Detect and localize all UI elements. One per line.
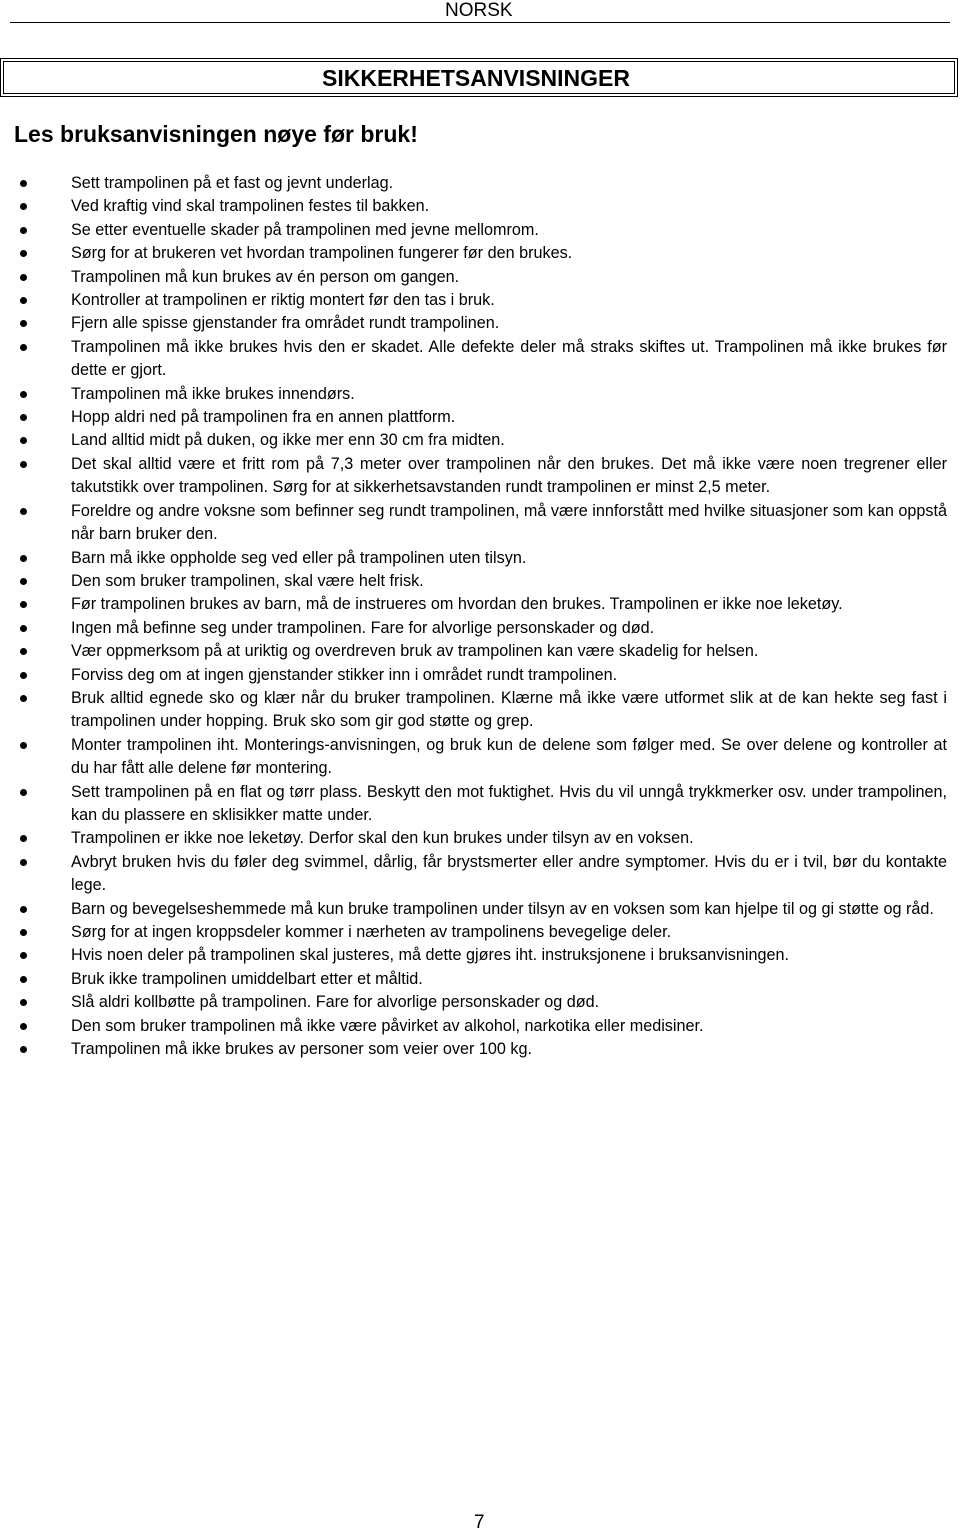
bullet-icon (20, 742, 27, 749)
list-item (14, 944, 947, 967)
list-item-text: Kontroller at trampolinen er riktig montert før den tas i bruk. (71, 291, 495, 310)
list-item-text: Den som bruker trampolinen, skal være helt frisk. (71, 571, 424, 590)
bullet-icon (20, 929, 27, 936)
header-divider (10, 22, 950, 23)
list-item-text: Trampolinen er ikke noe leketøy. Derfor skal den kun brukes under tilsyn av en voksen. (71, 829, 694, 848)
list-item (14, 781, 947, 828)
bullet-icon (20, 297, 27, 304)
list-item-text: Bruk ikke trampolinen umiddelbart etter et måltid. (71, 969, 423, 988)
list-item (14, 687, 947, 734)
bullet-icon (20, 180, 27, 187)
list-item (14, 851, 947, 898)
list-item-text: Forviss deg om at ingen gjenstander stikker inn i området rundt trampolinen. (71, 665, 618, 684)
bullet-icon (20, 437, 27, 444)
bullet-icon (20, 1023, 27, 1030)
list-item (14, 453, 947, 500)
list-item-text: Vær oppmerksom på at uriktig og overdreven bruk av trampolinen kan være skadelig for helsen. (71, 642, 759, 661)
list-item (14, 640, 947, 663)
list-item (14, 336, 947, 383)
list-item (14, 968, 947, 991)
list-item-text: Sørg for at brukeren vet hvordan trampolinen fungerer før den brukes. (71, 244, 573, 263)
safety-rules-list (14, 172, 947, 1061)
list-item-text: Før trampolinen brukes av barn, må de instrueres om hvordan den brukes. Trampolinen er ikke noe leketøy. (71, 595, 843, 614)
list-item-text: Det skal alltid være et fritt rom på 7,3 meter over trampolinen når den brukes. Det må ikke være noen tregrener eller takutstikk over trampolinen. Sørg for at sikkerhetsavstanden rundt trampolinen er minst 2,5 meter. (71, 454, 947, 497)
list-item-text: Ved kraftig vind skal trampolinen festes til bakken. (71, 197, 430, 216)
bullet-icon (20, 555, 27, 562)
bullet-icon (20, 414, 27, 421)
list-item-text: Sørg for at ingen kroppsdeler kommer i nærheten av trampolinens bevegelige deler. (71, 923, 672, 941)
bullet-icon (20, 859, 27, 866)
list-item-text: Foreldre og andre voksne som befinner seg rundt trampolinen, må være innforstått med hvilke situasjoner som kan oppstå når barn bruker den. (71, 501, 947, 544)
bullet-icon (20, 835, 27, 842)
bullet-icon (20, 672, 27, 679)
bullet-icon (20, 227, 27, 234)
list-item (14, 570, 947, 593)
bullet-icon (20, 952, 27, 959)
bullet-icon (20, 648, 27, 655)
list-item (14, 289, 947, 312)
list-item-text: Fjern alle spisse gjenstander fra området rundt trampolinen. (71, 314, 500, 333)
list-item (14, 312, 947, 335)
list-item-text: Hvis noen deler på trampolinen skal justeres, må dette gjøres iht. instruksjonene i bruksanvisningen. (71, 946, 790, 965)
list-item (14, 500, 947, 547)
bullet-icon (20, 274, 27, 281)
bullet-icon (20, 976, 27, 983)
section-title: SIKKERHETSANVISNINGER (322, 65, 630, 91)
list-item (14, 921, 947, 944)
list-item-text: Land alltid midt på duken, og ikke mer enn 30 cm fra midten. (71, 431, 505, 450)
list-item (14, 383, 947, 406)
list-item-text: Monter trampolinen iht. Monterings-anvisningen, og bruk kun de delene som følger med. Se over delene og kontroller at du har fått alle delene før montering. (71, 735, 947, 778)
list-item-text: Hopp aldri ned på trampolinen fra en annen plattform. (71, 408, 456, 427)
bullet-icon (20, 625, 27, 632)
bullet-icon (20, 320, 27, 327)
bullet-icon (20, 391, 27, 398)
list-item (14, 266, 947, 289)
bullet-icon (20, 906, 27, 913)
bullet-icon (20, 250, 27, 257)
list-item (14, 1038, 947, 1061)
bullet-icon (20, 999, 27, 1006)
header-language-label: NORSK (445, 0, 513, 21)
intro-heading: Les bruksanvisningen nøye før bruk! (14, 121, 418, 147)
bullet-icon (20, 789, 27, 796)
list-item (14, 172, 947, 195)
bullet-icon (20, 578, 27, 585)
bullet-icon (20, 695, 27, 702)
bullet-icon (20, 508, 27, 515)
list-item (14, 664, 947, 687)
list-item-text: Barn og bevegelseshemmede må kun bruke trampolinen under tilsyn av en voksen som kan hjelpe til og gi støtte og råd. (71, 899, 934, 918)
bullet-icon (20, 1046, 27, 1053)
list-item (14, 991, 947, 1014)
bullet-icon (20, 601, 27, 608)
list-item (14, 406, 947, 429)
list-item-text: Avbryt bruken hvis du føler deg svimmel, dårlig, får brystsmerter eller andre symptomer. Hvis du er i tvil, bør du kontakte lege. (71, 852, 947, 895)
list-item (14, 219, 947, 242)
list-item (14, 827, 947, 850)
bullet-icon (20, 461, 27, 468)
list-item-text: Den som bruker trampolinen må ikke være påvirket av alkohol, narkotika eller medisiner. (71, 1016, 704, 1035)
page-number: 7 (474, 1512, 485, 1533)
list-item-text: Trampolinen må ikke brukes hvis den er skadet. Alle defekte deler må straks skiftes ut. Trampolinen må ikke brukes før dette er gjort. (71, 337, 947, 380)
list-item-text: Barn må ikke oppholde seg ved eller på trampolinen uten tilsyn. (71, 548, 527, 567)
section-title-box (3, 61, 955, 94)
list-item (14, 242, 947, 265)
list-item-text: Trampolinen må ikke brukes innendørs. (71, 384, 355, 403)
list-item (14, 195, 947, 218)
list-item-text: Sett trampolinen på et fast og jevnt underlag. (71, 174, 394, 192)
bullet-icon (20, 344, 27, 351)
bullet-icon (20, 203, 27, 210)
list-item (14, 898, 947, 921)
list-item (14, 429, 947, 452)
list-item-text: Slå aldri kollbøtte på trampolinen. Fare for alvorlige personskader og død. (71, 993, 600, 1012)
list-item (14, 617, 947, 640)
list-item-text: Bruk alltid egnede sko og klær når du bruker trampolinen. Klærne må ikke være utformet slik at de kan hekte seg fast i trampolinen under hopping. Bruk sko som gir god støtte og grep. (71, 688, 947, 731)
list-item-text: Ingen må befinne seg under trampolinen. Fare for alvorlige personskader og død. (71, 618, 655, 637)
list-item-text: Trampolinen må kun brukes av én person om gangen. (71, 267, 460, 286)
list-item (14, 1015, 947, 1038)
list-item (14, 734, 947, 781)
list-item-text: Sett trampolinen på en flat og tørr plass. Beskytt den mot fuktighet. Hvis du vil unngå trykkmerker osv. under trampolinen, kan du plassere en sklisikker matte under. (71, 782, 947, 824)
list-item (14, 593, 947, 616)
list-item-text: Se etter eventuelle skader på trampolinen med jevne mellomrom. (71, 220, 539, 239)
list-item (14, 547, 947, 570)
list-item-text: Trampolinen må ikke brukes av personer som veier over 100 kg. (71, 1040, 532, 1059)
